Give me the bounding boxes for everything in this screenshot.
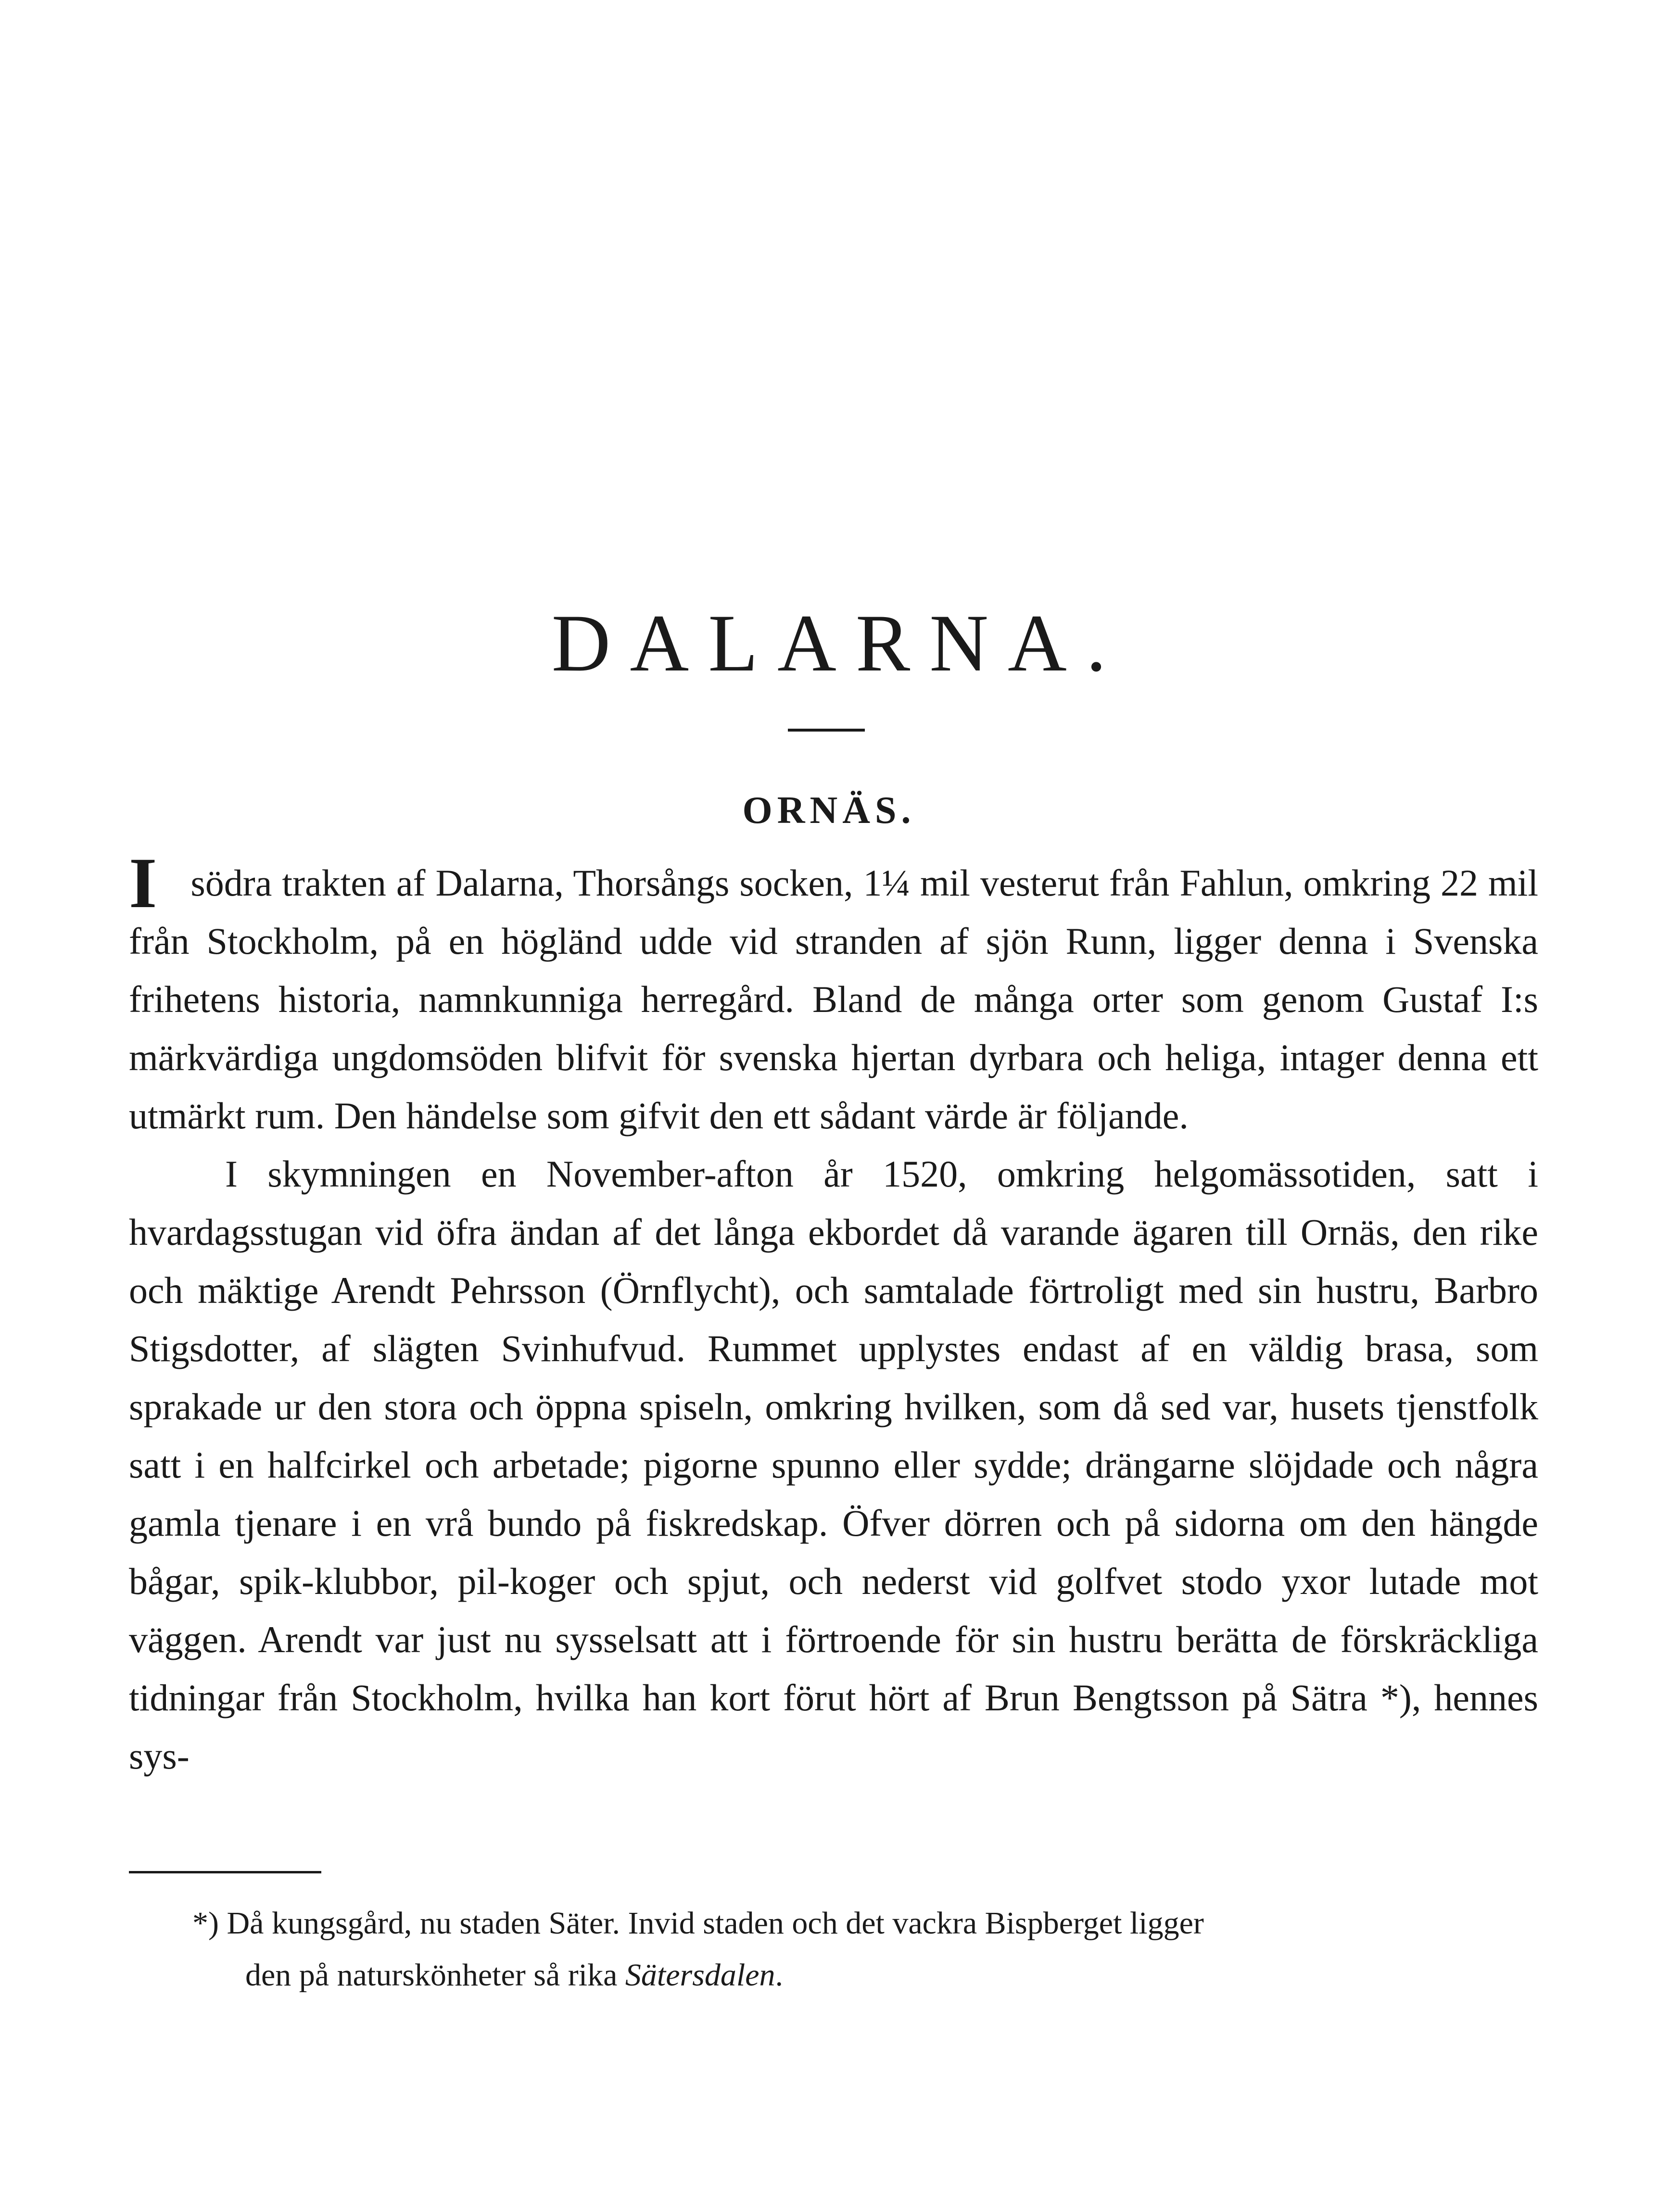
- footnote-line-1-text: Då kungsgård, nu staden Säter. Invid staden och det vackra Bispberget ligger: [227, 1906, 1204, 1941]
- drop-cap: I: [129, 843, 157, 923]
- footnote-line-2-prefix: den på naturskönheter så rika: [245, 1958, 625, 1993]
- title-divider: [788, 729, 865, 732]
- section-title: ORNÄS.: [742, 789, 916, 832]
- footnote: [192, 1897, 1539, 2001]
- footnote-divider: [129, 1871, 321, 1873]
- footnote-line-2: [192, 1949, 1539, 2001]
- paragraph-1-text: södra trakten af Dalarna, Thorsångs socken, 1¼ mil vesterut från Fahlun, omkring 22 mil från Stockholm, på en högländ udde vid stranden af sjön Runn, ligger denna i Svenska frihetens historia, namnkunniga herregård. Bland de många orter som genom Gustaf I:s märkvärdiga ungdomsöden blifvit för svenska hjertan dyrbara och heliga, intager denna ett utmärkt rum. Den händelse som gifvit den ett sådant värde är följande.: [129, 862, 1538, 1137]
- body-text: [129, 843, 1538, 1785]
- paragraph-1: [129, 843, 1538, 1145]
- footnote-place-name: Sätersdalen: [625, 1958, 775, 1993]
- footnote-line-2-suffix: .: [775, 1958, 784, 1993]
- paragraph-2: I skymningen en November-afton år 1520, omkring helgomässotiden, satt i hvardagsstugan vid öfra ändan af det långa ekbordet då varande ägaren till Ornäs, den rike och mäktige Arendt Pehrsson (Örnflycht), och samtalade förtroligt med sin hustru, Barbro Stigsdotter, af slägten Svinhufvud. Rummet upplystes endast af en väldig brasa, som sprakade ur den stora och öppna spiseln, omkring hvilken, som då sed var, husets tjenstfolk satt i en halfcirkel och arbetade; pigorne spunno eller sydde; drängarne slöjdade och några gamla tjenare i en vrå bundo på fiskredskap. Öfver dörren och på sidorna om den hängde bågar, spik-klubbor, pil-koger och spjut, och nederst vid golfvet stodo yxor lutade mot väggen. Arendt var just nu sysselsatt att i förtroende för sin hustru berätta de förskräckliga tidningar från Stockholm, hvilka han kort förut hört af Brun Bengtsson på Sätra *), hennes sys-: [129, 1153, 1538, 1777]
- chapter-title: DALARNA.: [551, 598, 1126, 688]
- footnote-line-1: [192, 1897, 1539, 1949]
- footnote-marker: *): [192, 1906, 219, 1941]
